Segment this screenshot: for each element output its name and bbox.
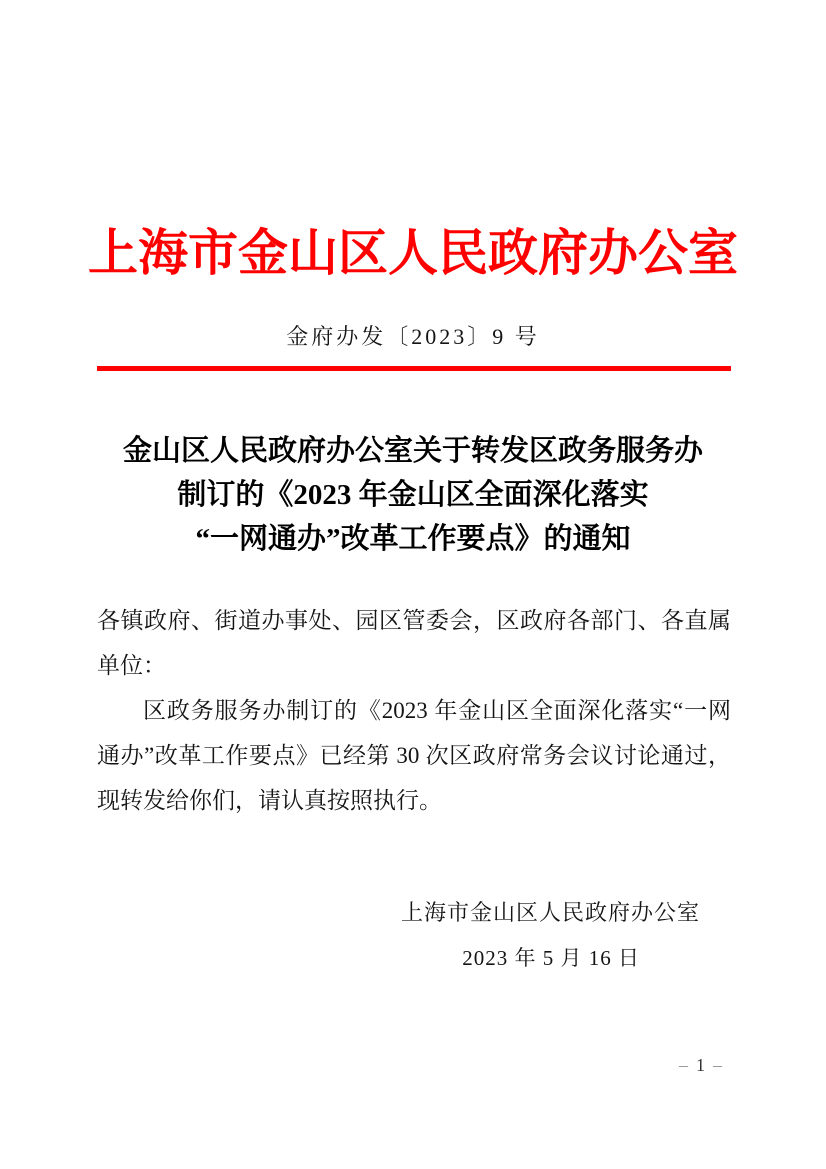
page-number-left-dash: – bbox=[679, 1055, 688, 1075]
document-number: 金府办发〔2023〕9 号 bbox=[286, 324, 540, 349]
page-number-right-dash: – bbox=[713, 1055, 722, 1075]
document-body bbox=[97, 598, 731, 823]
page-number bbox=[671, 1055, 730, 1076]
document-title-line-3: “一网通办”改革工作要点》的通知 bbox=[195, 523, 631, 555]
document-title bbox=[50, 429, 776, 561]
signature-date: 2023 年 5 月 16 日 bbox=[462, 946, 640, 970]
signature-issuer: 上海市金山区人民政府办公室 bbox=[400, 900, 700, 925]
red-separator-line bbox=[97, 366, 731, 371]
letterhead-agency-title: 上海市金山区人民政府办公室 bbox=[88, 225, 738, 281]
body-paragraph: 区政务服务办制订的《2023 年金山区全面深化落实“一网通办”改革工作要点》已经第 30 次区政府常务会议讨论通过，现转发给你们，请认真按照执行。 bbox=[97, 698, 731, 813]
document-title-line-2: 制订的《2023 年金山区全面深化落实 bbox=[177, 479, 649, 511]
salutation-line: 各镇政府、街道办事处、园区管委会，区政府各部门、各直属单位： bbox=[97, 608, 731, 678]
page-number-value: 1 bbox=[696, 1055, 705, 1075]
document-title-line-1: 金山区人民政府办公室关于转发区政务服务办 bbox=[122, 435, 703, 467]
